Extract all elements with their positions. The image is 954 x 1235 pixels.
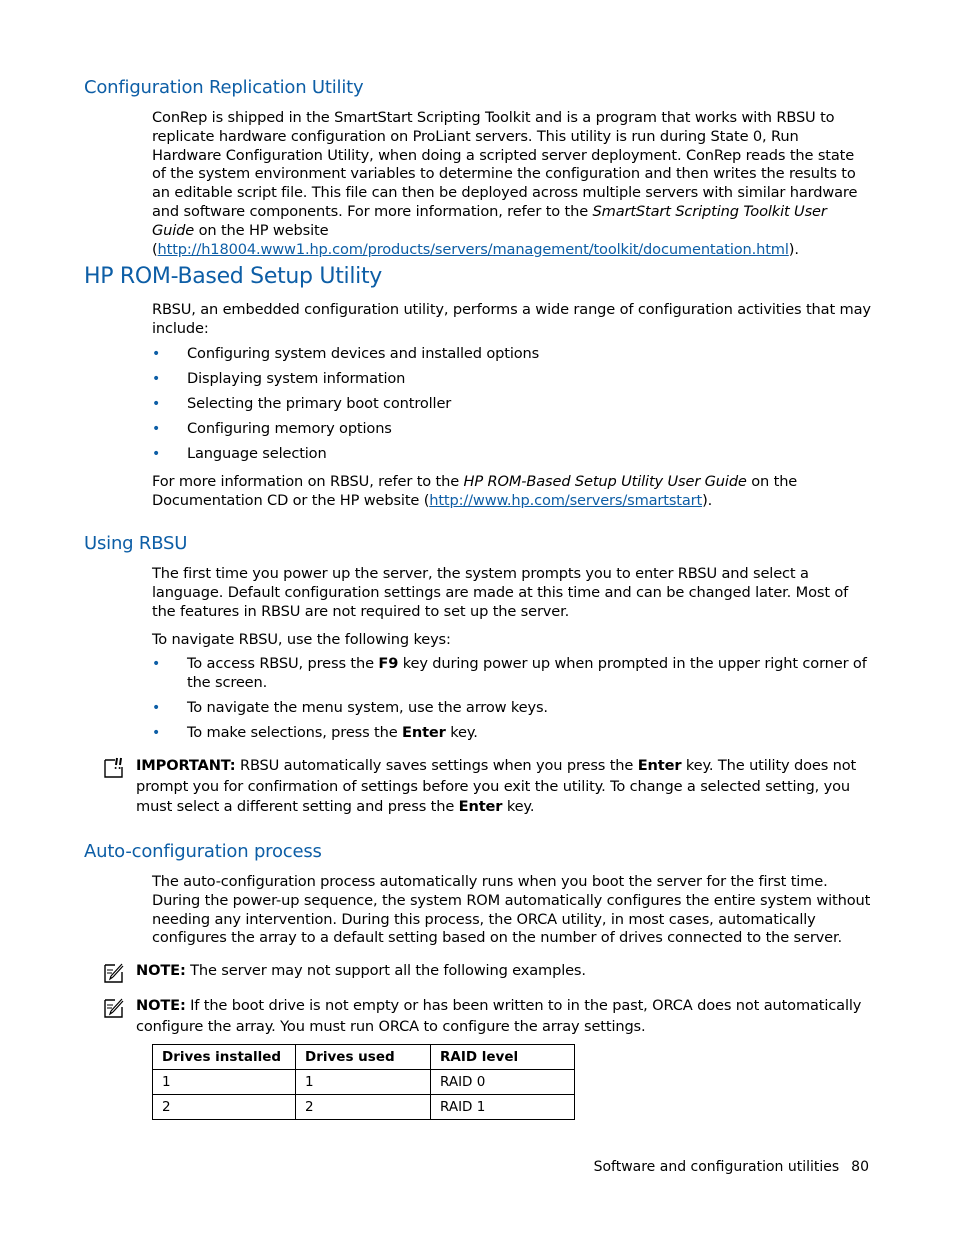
toolkit-documentation-link[interactable]: http://h18004.www1.hp.com/products/servers/management/toolkit/documentation.html (157, 240, 789, 258)
important-text-end: key. (502, 798, 535, 815)
note-label: NOTE: (136, 997, 186, 1014)
navigate-intro: To navigate RBSU, use the following keys: (152, 631, 451, 648)
list-item-text: To navigate the menu system, use the arrow keys. (187, 699, 548, 716)
conrep-text-end: ). (788, 240, 799, 258)
list-item-text: Configuring system devices and installed options (187, 345, 540, 362)
bullet-icon: • (152, 446, 161, 462)
rbsu-intro: RBSU, an embedded configuration utility, performs a wide range of configuration activities that may include: (152, 301, 871, 337)
note-body: The server may not support all the following examples. (185, 962, 586, 979)
section-heading-conrep: Configuration Replication Utility (84, 77, 364, 98)
note-label: NOTE: (136, 962, 186, 979)
list-item-text (187, 724, 872, 743)
key-instruction-text-end: key. (445, 724, 478, 741)
table-cell: RAID 1 (431, 1095, 575, 1120)
table-header-row (153, 1045, 575, 1070)
key-enter: Enter (402, 724, 446, 741)
smartstart-link[interactable]: http://www.hp.com/servers/smartstart (429, 491, 703, 509)
table-cell: 1 (153, 1070, 296, 1095)
footer-title: Software and configuration utilities (593, 1159, 840, 1175)
key-instruction-text: To access RBSU, press the (187, 655, 379, 672)
important-label: IMPORTANT: (136, 757, 236, 774)
page-footer (594, 1159, 869, 1175)
bullet-icon: • (152, 725, 161, 741)
bullet-icon: • (152, 371, 161, 387)
using-rbsu-paragraph: The first time you power up the server, the system prompts you to enter RBSU and select a language. Default configuration settings are made at this time and can be changed later. Most of the features in RBSU are not required to set up the server. (152, 565, 849, 620)
rbsu-guide-title: HP ROM-Based Setup Utility User Guide (463, 473, 747, 490)
important-text-start: RBSU automatically saves settings when you press the (235, 757, 638, 774)
column-header: RAID level (431, 1045, 575, 1070)
conrep-text: ConRep is shipped in the SmartStart Scripting Toolkit and is a program that works with RBSU to replicate hardware configuration on ProLiant servers. This utility is run during State 0, Run Hardware Configuration Utility, when doing a scripted server deployment. ConRep reads the state of the system environment variables to determine the configuration and then writes the results to an editable script file. This file can then be deployed across multiple servers with similar hardware and software components. For more information, refer to the (152, 109, 858, 220)
key-enter: Enter (458, 798, 503, 815)
list-item-text: Selecting the primary boot controller (187, 395, 452, 412)
auto-config-paragraph: The auto-configuration process automatically runs when you boot the server for the first time. During the power-up sequence, the system ROM automatically configures the entire system without needing any intervention. During this process, the ORCA utility, in most cases, automatically configures the array to a default setting based on the number of drives connected to the server. (152, 873, 871, 947)
list-item-text: Configuring memory options (187, 420, 392, 437)
note-icon (102, 996, 126, 1020)
table-row (153, 1095, 575, 1120)
important-text-middle: key. The utility does not prompt you for confirmation of settings before you exit the utility. To change a selected setting, you must select a different setting and press the (136, 757, 857, 815)
section-heading-auto-config: Auto-configuration process (84, 841, 322, 862)
column-header: Drives installed (153, 1045, 296, 1070)
important-note-icon (102, 756, 126, 780)
raid-configuration-table (152, 1044, 575, 1120)
rbsu-more-text-middle: on the Documentation CD or the HP website ( (152, 473, 798, 509)
conrep-paragraph (152, 109, 872, 259)
bullet-icon: • (152, 700, 161, 716)
table-cell: 2 (153, 1095, 296, 1120)
toolkit-guide-title: SmartStart Scripting Toolkit User Guide (152, 202, 827, 239)
section-heading-rbsu: HP ROM-Based Setup Utility (84, 264, 383, 289)
bullet-icon: • (152, 346, 161, 362)
rbsu-more-info (152, 473, 872, 511)
key-instruction-text: To make selections, press the (187, 724, 403, 741)
bullet-icon: • (152, 656, 161, 672)
rbsu-more-text: For more information on RBSU, refer to the (152, 473, 464, 490)
page-number: 80 (851, 1159, 869, 1175)
table-cell: RAID 0 (431, 1070, 575, 1095)
table-cell: 1 (296, 1070, 431, 1095)
column-header: Drives used (296, 1045, 431, 1070)
note-text (136, 996, 876, 1037)
list-item-text: Displaying system information (187, 370, 406, 387)
table-cell: 2 (296, 1095, 431, 1120)
bullet-icon: • (152, 421, 161, 437)
note-text (136, 961, 876, 982)
important-text (136, 756, 876, 818)
key-instruction-text-end: key during power up when prompted in the upper right corner of the screen. (187, 655, 867, 691)
note-body: If the boot drive is not empty or has been written to in the past, ORCA does not automatically configure the array. You must run ORCA to configure the array settings. (136, 997, 862, 1035)
bullet-icon: • (152, 396, 161, 412)
table-row (153, 1070, 575, 1095)
key-f9: F9 (378, 655, 399, 672)
key-enter: Enter (637, 757, 682, 774)
rbsu-more-text-end: ). (702, 491, 713, 509)
section-heading-using-rbsu: Using RBSU (84, 533, 188, 554)
conrep-text-middle: on the HP website ( (152, 221, 329, 258)
note-icon (102, 961, 126, 985)
list-item-text: Language selection (187, 445, 327, 462)
list-item-text (187, 655, 872, 693)
